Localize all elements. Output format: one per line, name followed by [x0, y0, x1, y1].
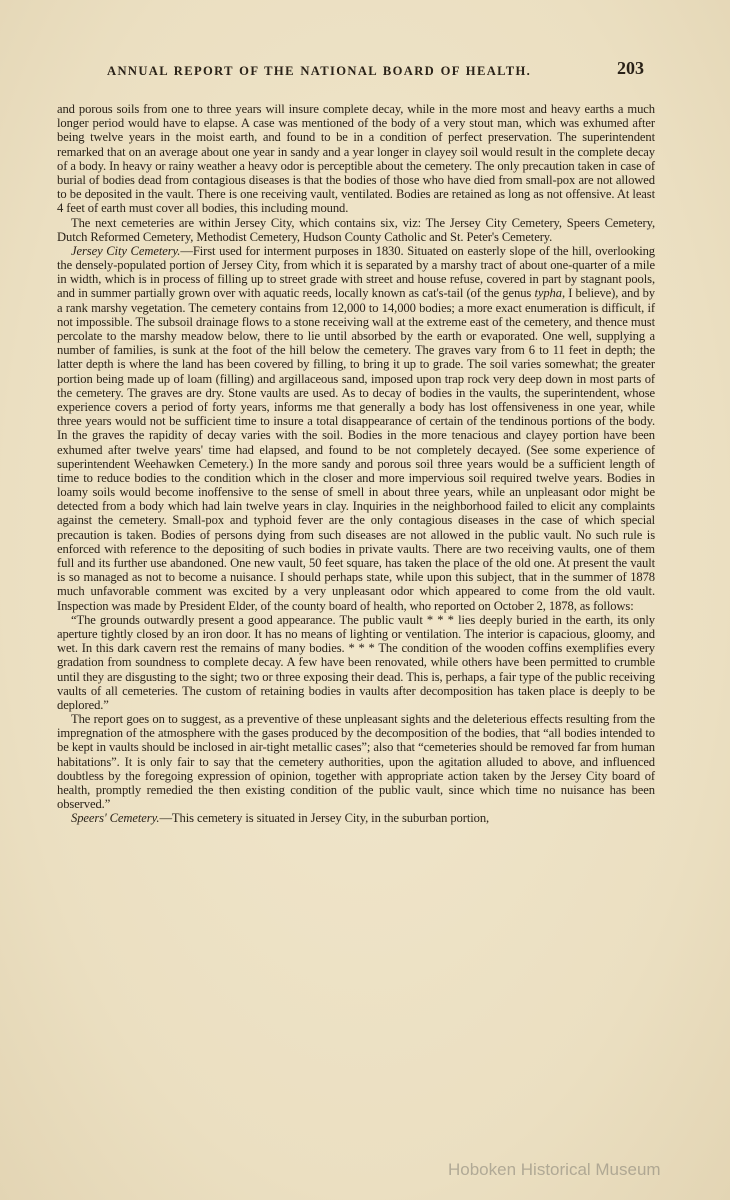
- page-number: 203: [617, 58, 644, 78]
- museum-watermark: Hoboken Historical Museum: [448, 1160, 661, 1179]
- section-heading-speers: Speers' Cemetery.: [71, 811, 160, 826]
- genus-name: typha: [534, 286, 562, 301]
- paragraph-jersey-city-cemetery: [57, 244, 655, 613]
- paragraph-1: and porous soils from one to three years will insure complete decay, while in the more most and heavy earths a much longer period would have to elapse. A case was mentioned of the body of a very stout man, which was exhumed after being twelve years in the moist earth, and found to be in a condition of perfect preservation. The superintendent remarked that on an average about one year in sandy and a year longer in clayey soil would result in the complete decay of a body. In heavy or rainy weather a heavy odor is perceptible about the cemetery. The only precaution taken in case of burial of bodies dead from contagious diseases is that the bodies of those who have died from small-pox are not allowed to be deposited in the vault. There is one receiving vault, ventilated. Bodies are retained as long as not offensive. At least 4 feet of earth must cover all bodies, this including mound.: [57, 102, 655, 216]
- section-heading-jersey-city: Jersey City Cemetery.: [71, 243, 181, 258]
- header-title: ANNUAL REPORT OF THE NATIONAL BOARD OF HEALTH.: [107, 64, 532, 78]
- body-text: [57, 102, 655, 826]
- paragraph-5: The report goes on to suggest, as a preventive of these unpleasant sights and the deleterious effects resulting from the impregnation of the atmosphere with the gases produced by the decomposition of the bodies, that “all bodies intended to be kept in vaults should be inclosed in air-tight metallic cases”; also that “cemeteries should be removed far from human habitations”. It is only fair to say that the cemetery authorities, upon the agitation alluded to above, and influenced doubtless by the foregoing expression of opinion, together with appropriate action taken by the Jersey City board of health, promptly remedied the then existing condition of the public vault, since which time no nuisance has been observed.”: [57, 712, 655, 812]
- quoted-report: “The grounds outwardly present a good appearance. The public vault * * * lies deeply buried in the earth, its only aperture tightly closed by an iron door. It has no means of lighting or ventilation. The interior is capacious, gloomy, and wet. In this dark cavern rest the remains of many bodies. * * * The condition of the wooden coffins exemplifies every gradation from soundness to complete decay. A few have been renovated, while others have been permitted to crumble until they are disgusting to the sight; two or three exposing their dead. This is, perhaps, a fair type of the public receiving vaults of all cemeteries. The custom of retaining bodies in vaults after decomposition has taken place is deeply to be deplored.”: [57, 612, 655, 712]
- paragraph-3-part-b: , I believe), and by a rank marshy vegetation. The cemetery contains from 12,000 to 14,000 bodies; a more exact enumeration is difficult, if not impossible. The subsoil drainage flows to a stone receiving wall at the extreme east of the cemetery, and thence must percolate to the marshy meadow below, there to lie until absorbed by the earth or evaporated. One well, supplying a number of families, is sunk at the foot of the hill below the cemetery. The graves vary from 6 to 11 feet in depth; the latter depth is where the land has been covered by filling, to bring it up to grade. The soil varies somewhat; the greater portion being made up of loam (filling) and argillaceous sand, imposed upon trap rock very deep down in most parts of the cemetery. The graves are dry. Stone vaults are used. As to decay of bodies in the vaults, the superintendent, whose experience covers a period of forty years, informs me that generally a body has lost offensiveness in one year, while three years would not be sufficient time to insure a total disappearance of certain of the tendinous portions of the body. In the graves the rapidity of decay varies with the soil. Bodies in the more tenacious and clayey portion have been exhumed after twelve years' time had elapsed, and found to be not completely decayed. (See some experience of superintendent Weehawken Cemetery.) In the more sandy and porous soil three years would be a sufficient length of time to reduce bodies to the condition which in the closer and more impervious soil required twelve years. Bodies in loamy soils would become inoffensive to the sense of smell in about three years, while an unpleasant odor might be detected from a body which had lain twelve years in clay. Inquiries in the neighborhood failed to elicit any complaints against the cemetery. Small-pox and typhoid fever are the only contagious diseases in the case of which special precaution is taken. Bodies of persons dying from such diseases are not allowed in the public vault. No such rule is enforced with reference to the depositing of such bodies in private vaults. There are two receiving vaults, one of them full and its further use abandoned. One new vault, 50 feet square, has taken the place of the old one. At present the vault is so managed as not to become a nuisance. I should perhaps state, while upon this subject, that in the summer of 1878 much unfavorable comment was excited by a very unpleasant odor which appeared to come from the old vault. Inspection was made by President Elder, of the county board of health, who reported on October 2, 1878, as follows:: [57, 286, 656, 613]
- paragraph-2: The next cemeteries are within Jersey City, which contains six, viz: The Jersey City Cemetery, Speers Cemetery, Dutch Reformed Cemetery, Methodist Cemetery, Hudson County Catholic and St. Peter's Cemetery.: [57, 215, 655, 244]
- running-header: [0, 58, 730, 82]
- paragraph-6-text: —This cemetery is situated in Jersey City, in the suburban portion,: [159, 811, 490, 826]
- paragraph-3-part-a: —First used for interment purposes in 1830. Situated on easterly slope of the hill, overlooking the densely-populated portion of Jersey City, from which it is separated by a marshy tract of about one-quarter of a mile in width, which is in process of filling up to street grade with street and house refuse, covered in part by stagnant pools, and in summer partially grown over with aquatic reeds, locally known as cat's-tail (of the genus: [57, 243, 655, 301]
- paragraph-speers-cemetery: [57, 811, 655, 825]
